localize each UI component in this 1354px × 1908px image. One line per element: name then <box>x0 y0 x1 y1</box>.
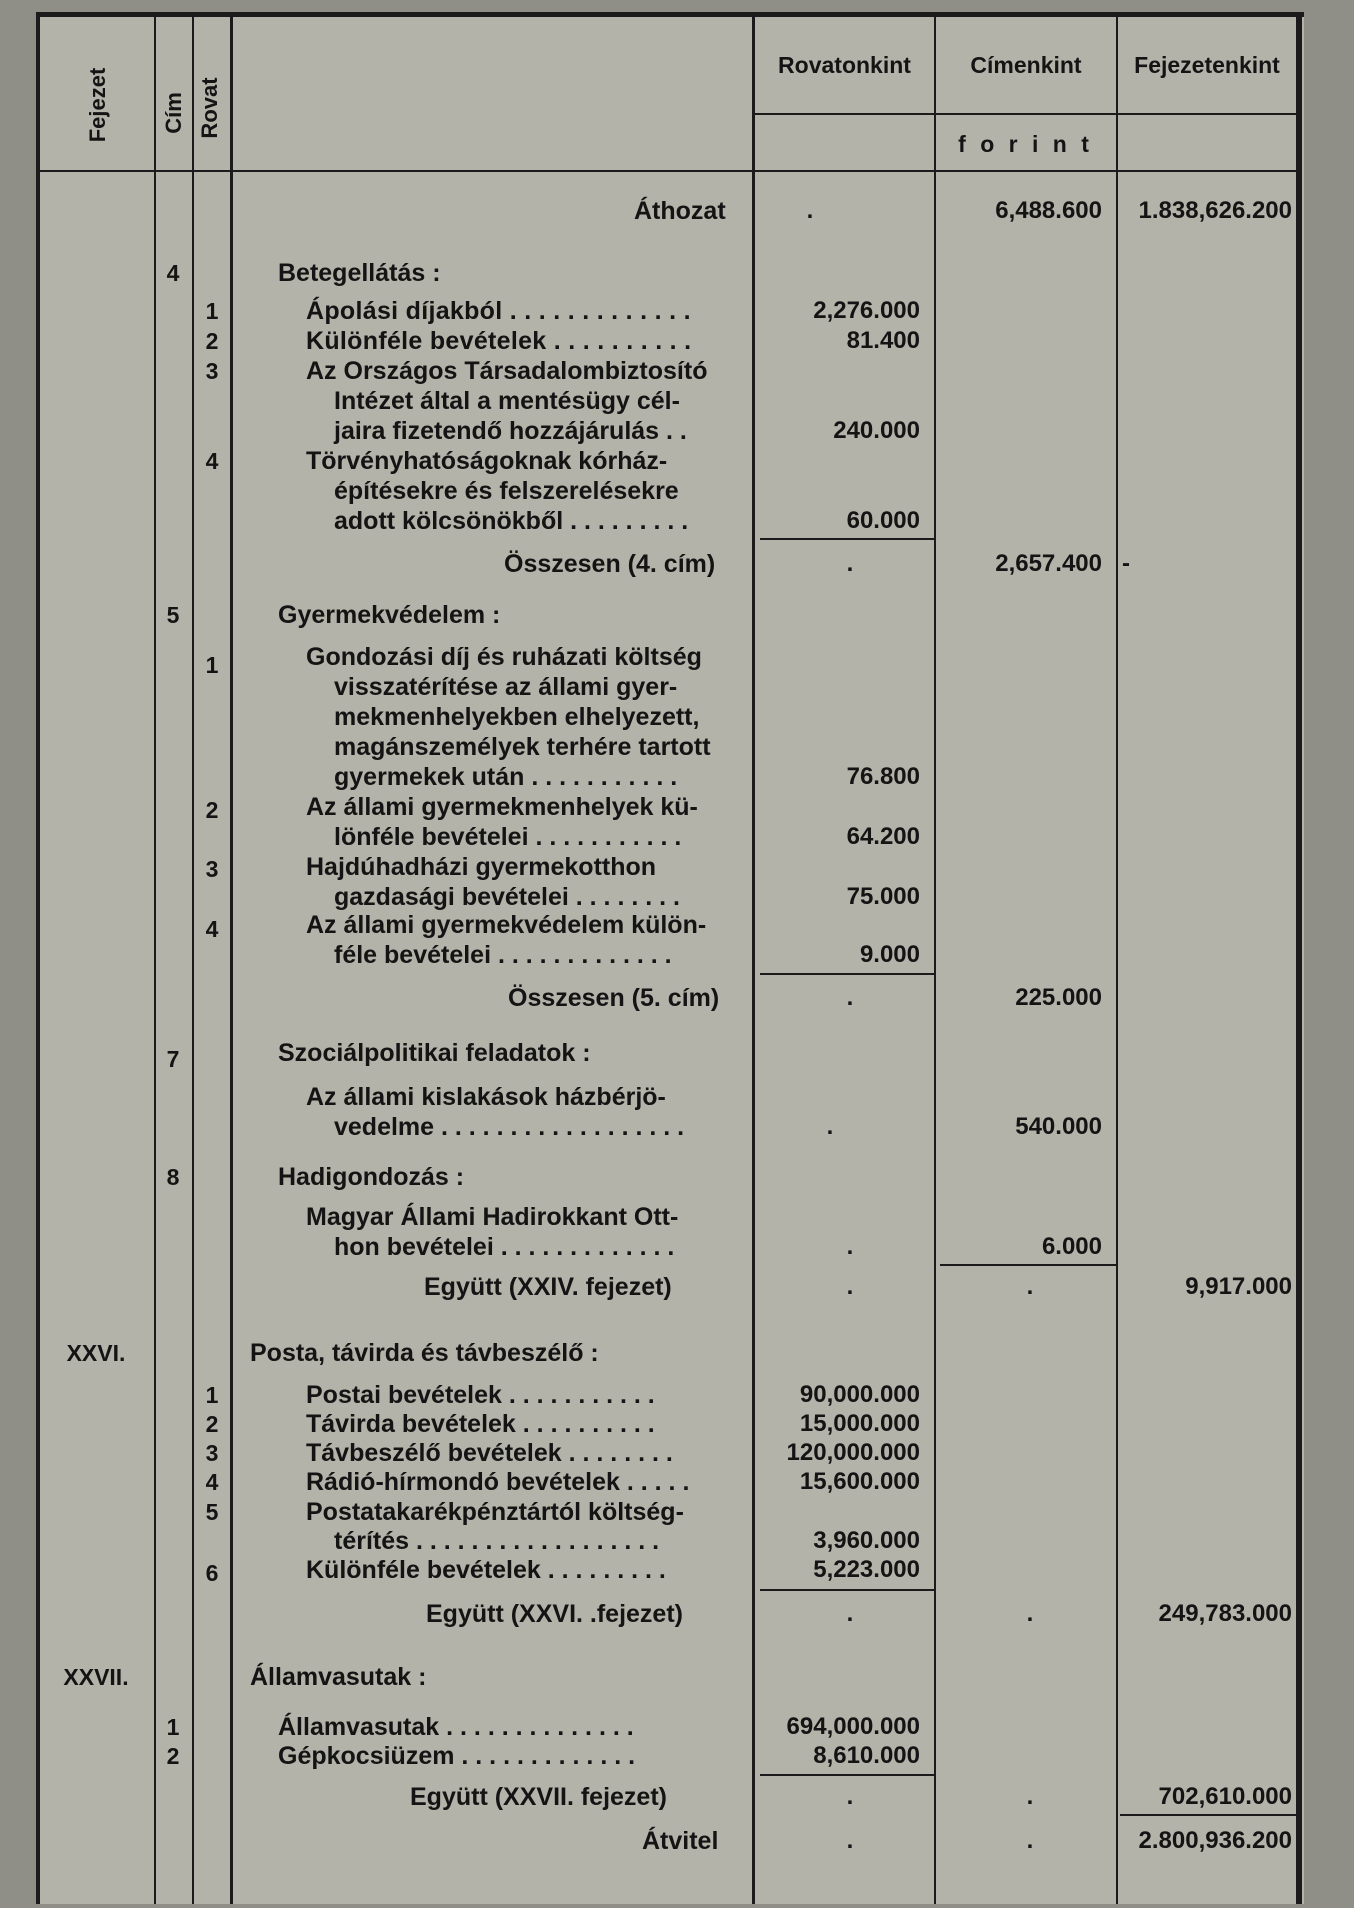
szoc-title: Szociálpolitikai feladatok : <box>278 1039 591 1067</box>
b1-rov: 2,276.000 <box>813 297 920 324</box>
p-underline <box>760 1589 934 1591</box>
header-rovat: Rovat <box>197 77 222 139</box>
p3-rov: 120,000.000 <box>786 1439 920 1466</box>
atvitel-rov: . <box>846 1827 854 1854</box>
athozat-cim: 6,488.600 <box>995 197 1102 224</box>
cim-7: 7 <box>166 1046 180 1072</box>
rovat-g3: 3 <box>205 856 219 882</box>
cim-4: 4 <box>166 260 180 286</box>
egyutt27-fej: 702,610.000 <box>1158 1783 1292 1810</box>
g3-line1: Hajdúhadházi gyermekotthon <box>306 853 657 881</box>
g2-line2: lönféle bevételei . . . . . . . . . . . <box>334 823 682 851</box>
b4-line1: Törvényhatóságoknak kórház- <box>306 447 668 475</box>
b-underline <box>760 538 934 540</box>
b1-text: Ápolási díjakból . . . . . . . . . . . . . <box>306 297 691 325</box>
atvitel-fej: 2.800,936.200 <box>1138 1827 1292 1854</box>
rovat-g4: 4 <box>205 916 219 942</box>
rovat-g1: 1 <box>205 652 219 678</box>
g-sum-label: Összesen (5. cím) <box>508 984 720 1012</box>
col-rule-cimenkint <box>934 17 936 1904</box>
col-rule-rovatonkint <box>752 17 755 1904</box>
b3-line1: Az Országos Társadalombiztosító <box>306 357 708 385</box>
hadi-underline <box>940 1264 1116 1266</box>
b-sum-rov: . <box>846 550 854 577</box>
g1-line3: mekmenhelyekben elhelyezett, <box>334 703 700 731</box>
egyutt27-label: Együtt (XXVII. fejezet) <box>410 1783 667 1811</box>
col-rule-text <box>230 17 233 1904</box>
rovat-b4: 4 <box>205 448 219 474</box>
egyutt26-label: Együtt (XXVI. .fejezet) <box>426 1600 683 1628</box>
fejezet-27: XXVII. <box>63 1664 129 1690</box>
col-rule-fejezetenkint <box>1116 17 1118 1904</box>
fej27-underline <box>1120 1814 1296 1816</box>
rovat-b3: 3 <box>205 358 219 384</box>
egyutt27-rov: . <box>846 1783 854 1810</box>
p5-rov: 3,960.000 <box>813 1527 920 1554</box>
egyutt24-fej: 9,917.000 <box>1185 1273 1292 1300</box>
allam-title: Államvasutak : <box>250 1663 427 1691</box>
hadi-rov: . <box>846 1233 854 1260</box>
b3-rov: 240.000 <box>833 417 920 444</box>
p4-rov: 15,600.000 <box>799 1468 920 1495</box>
egyutt24-rov: . <box>846 1273 854 1300</box>
rovat-b2: 2 <box>205 328 219 354</box>
unit-rule <box>752 113 1298 115</box>
g-sum-rov: . <box>846 984 854 1011</box>
p2-text: Távirda bevételek . . . . . . . . . . <box>306 1410 655 1438</box>
col-rule-cim <box>154 17 156 1904</box>
g4-line2: féle bevételei . . . . . . . . . . . . . <box>334 941 672 969</box>
p6-text: Különféle bevételek . . . . . . . . . <box>306 1556 666 1584</box>
egyutt26-cim: . <box>1026 1600 1034 1627</box>
p1-text: Postai bevételek . . . . . . . . . . . <box>306 1381 655 1409</box>
athozat-rov: . <box>806 197 814 224</box>
rovat-b1: 1 <box>205 298 219 324</box>
rovat-p1: 1 <box>205 1382 219 1408</box>
p3-text: Távbeszélő bevételek . . . . . . . . <box>306 1439 673 1467</box>
betegellatas-title: Betegellátás : <box>278 259 441 287</box>
g2-rov: 64.200 <box>846 823 920 850</box>
cim-8: 8 <box>166 1164 180 1190</box>
szoc-line1: Az állami kislakások házbérjö- <box>306 1083 666 1111</box>
left-border <box>36 12 40 1904</box>
g3-rov: 75.000 <box>846 883 920 910</box>
atvitel-label: Átvitel <box>642 1827 719 1855</box>
b2-text: Különféle bevételek . . . . . . . . . . <box>306 327 692 355</box>
rovat-p6: 6 <box>205 1560 219 1586</box>
a1-text: Államvasutak . . . . . . . . . . . . . . <box>278 1713 634 1741</box>
g4-rov: 9.000 <box>859 941 920 968</box>
header-unit: f o r i n t <box>958 131 1093 157</box>
rovat-g2: 2 <box>205 797 219 823</box>
g-underline <box>760 973 934 975</box>
cim-5: 5 <box>166 602 180 628</box>
p5-line2: térítés . . . . . . . . . . . . . . . . . . <box>334 1527 660 1555</box>
szoc-line2: vedelme . . . . . . . . . . . . . . . . . . <box>334 1113 685 1141</box>
top-border <box>38 12 1304 17</box>
a1-rov: 694,000.000 <box>786 1713 920 1740</box>
rovat-p5: 5 <box>205 1499 219 1525</box>
g-sum-cim: 225.000 <box>1015 984 1102 1011</box>
p2-rov: 15,000.000 <box>799 1410 920 1437</box>
b4-line2: építésekre és felszerelésekre <box>334 477 679 505</box>
posta-title: Posta, távirda és távbeszélő : <box>250 1339 599 1367</box>
p1-rov: 90,000.000 <box>799 1381 920 1408</box>
egyutt27-cim: . <box>1026 1783 1034 1810</box>
header-cimenkint: Címenkint <box>970 52 1082 78</box>
p5-line1: Postatakarékpénztártól költség- <box>306 1498 684 1526</box>
rovat-p3: 3 <box>205 1440 219 1466</box>
g1-line4: magánszemélyek terhére tartott <box>334 733 711 761</box>
rovat-p4: 4 <box>205 1469 219 1495</box>
p4-text: Rádió-hírmondó bevételek . . . . . <box>306 1468 690 1496</box>
header-fejezetenkint: Fejezetenkint <box>1134 52 1280 78</box>
header-rule <box>40 170 1298 172</box>
rovat-a2: 2 <box>166 1743 180 1769</box>
p6-rov: 5,223.000 <box>813 1556 920 1583</box>
hadi-title: Hadigondozás : <box>278 1163 465 1191</box>
athozat-label: Áthozat <box>634 197 726 225</box>
right-border <box>1296 12 1302 1904</box>
fejezet-26: XXVI. <box>66 1340 126 1366</box>
szoc-rov: . <box>826 1113 834 1140</box>
b-sum-fej: - <box>1122 550 1130 577</box>
b4-line3: adott kölcsönökből . . . . . . . . . <box>334 507 689 535</box>
g1-line5: gyermekek után . . . . . . . . . . . <box>334 763 678 791</box>
egyutt26-rov: . <box>846 1600 854 1627</box>
a2-text: Gépkocsiüzem . . . . . . . . . . . . . <box>278 1742 636 1770</box>
gyermek-title: Gyermekvédelem : <box>278 601 501 629</box>
rovat-a1: 1 <box>166 1714 180 1740</box>
g1-line1: Gondozási díj és ruházati költség <box>306 643 702 671</box>
g3-line2: gazdasági bevételei . . . . . . . . <box>334 883 680 911</box>
a2-rov: 8,610.000 <box>813 1742 920 1769</box>
b-sum-cim: 2,657.400 <box>995 550 1102 577</box>
athozat-fej: 1.838,626.200 <box>1138 197 1292 224</box>
a-underline <box>760 1774 934 1776</box>
b-sum-label: Összesen (4. cím) <box>504 550 716 578</box>
hadi-line1: Magyar Állami Hadirokkant Ott- <box>306 1203 679 1231</box>
rovat-p2: 2 <box>205 1411 219 1437</box>
atvitel-cim: . <box>1026 1827 1034 1854</box>
header-rovatonkint: Rovatonkint <box>778 52 911 78</box>
b4-rov: 60.000 <box>846 507 920 534</box>
szoc-cim: 540.000 <box>1015 1113 1102 1140</box>
g1-line2: visszatérítése az állami gyer- <box>334 673 678 701</box>
b2-rov: 81.400 <box>846 327 920 354</box>
header-cim: Cím <box>161 92 186 134</box>
hadi-line2: hon bevételei . . . . . . . . . . . . . <box>334 1233 675 1261</box>
egyutt24-cim: . <box>1026 1273 1034 1300</box>
g1-rov: 76.800 <box>846 763 920 790</box>
b3-line3: jaira fizetendő hozzájárulás . . <box>334 417 687 445</box>
egyutt26-fej: 249,783.000 <box>1158 1600 1292 1627</box>
g4-line1: Az állami gyermekvédelem külön- <box>306 911 707 939</box>
hadi-cim: 6.000 <box>1041 1233 1102 1260</box>
egyutt24-label: Együtt (XXIV. fejezet) <box>424 1273 672 1301</box>
g2-line1: Az állami gyermekmenhelyek kü- <box>306 793 698 821</box>
b3-line2: Intézet által a mentésügy cél- <box>334 387 680 415</box>
header-fejezet: Fejezet <box>85 67 110 143</box>
